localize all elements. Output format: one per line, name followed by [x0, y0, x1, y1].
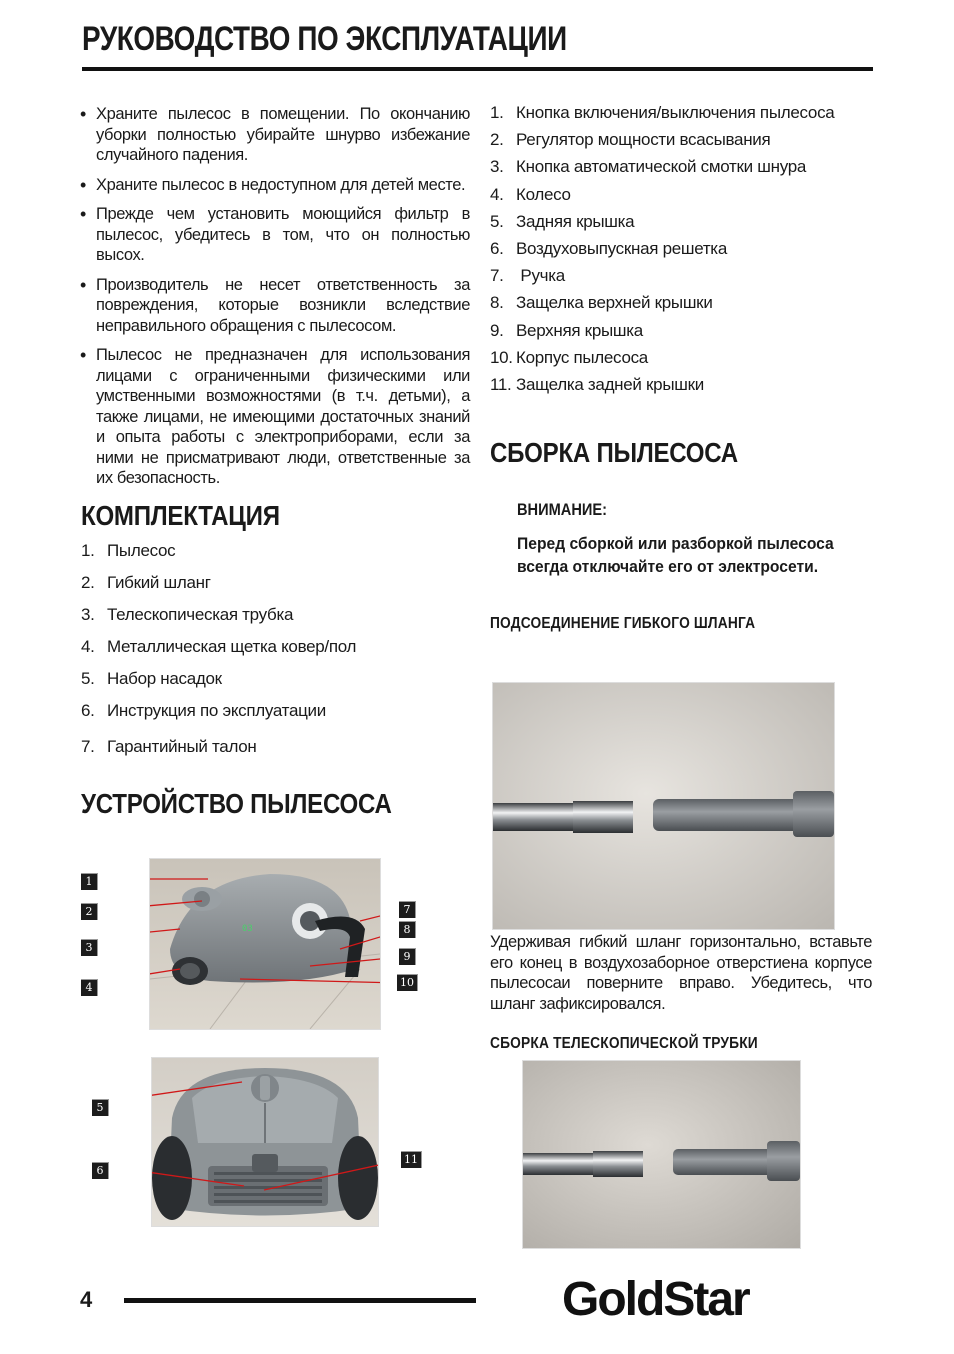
list-item: 8. Защелка верхней крышки — [490, 293, 713, 313]
hose-connection-heading: ПОДСОЕДИНЕНИЕ ГИБКОГО ШЛАНГА — [490, 615, 756, 632]
list-item: 1. Кнопка включения/выключения пылесоса — [490, 103, 835, 122]
list-item: 10. Корпус пылесоса — [490, 347, 648, 367]
list-item: 6. Инструкция по эксплуатации — [81, 701, 326, 720]
callout-1: 1 — [81, 873, 98, 890]
parts-list — [490, 99, 834, 398]
list-item: 5. Набор насадок — [81, 669, 222, 688]
vacuum-front-photo — [149, 858, 381, 1030]
list-item: 6. Воздуховыпускная решетка — [490, 238, 727, 258]
telescopic-tube-photo — [522, 1060, 801, 1249]
callout-4: 4 — [81, 979, 98, 996]
list-item: 2. Гибкий шланг — [81, 573, 211, 592]
warning-label: ВНИМАНИЕ: — [517, 500, 608, 519]
list-item: • Прежде чем установить моющийся фильтр в пылесос, убедитесь в том, что он полностью высох. — [80, 204, 470, 266]
list-item: • Пылесос не предназначен для использования лицами с ограниченными физическими или умственными возможностями (в т.ч. детьми), а также лицами, не имеющими достаточных знаний и опыта работы с электроприборами, если за ними не присматривают люди, ответственные за их безопасность. — [80, 345, 470, 489]
safety-bullet-list — [80, 104, 470, 498]
list-item: 4. Металлическая щетка ковер/пол — [81, 637, 357, 656]
callout-11: 11 — [401, 1151, 422, 1168]
callout-7: 7 — [399, 901, 416, 918]
list-item: 2. Регулятор мощности всасывания — [490, 130, 771, 150]
goldstar-logo: GoldStar — [562, 1273, 749, 1326]
page-number: 4 — [80, 1287, 93, 1312]
callout-2: 2 — [81, 903, 98, 920]
hose-connection-caption: Удерживая гибкий шланг горизонтально, вставьте его конец в воздухозаборное отверстиена корпусе пылесосаи поверните вправо. Убедитесь, что шланг зафиксировался. — [490, 933, 872, 1013]
callout-3: 3 — [81, 939, 98, 956]
kit-heading: КОМПЛЕКТАЦИЯ — [81, 500, 280, 531]
list-item: 4. Колесо — [490, 184, 571, 204]
list-item: 9. Верхняя крышка — [490, 320, 643, 340]
assembly-heading: СБОРКА ПЫЛЕСОСА — [490, 437, 738, 468]
footer-divider — [124, 1298, 476, 1303]
list-item: 11. Защелка задней крышки — [490, 374, 704, 394]
warning-text: Перед сборкой или разборкой пылесоса всегда отключайте его от электросети. — [517, 534, 834, 576]
callout-6: 6 — [92, 1162, 109, 1179]
list-item: • Производитель не несет ответственность за повреждения, которые возникли вследствие неправильного обращения с пылесосом. — [80, 275, 470, 337]
list-item: 7. Ручка — [490, 266, 565, 286]
hose-connection-photo — [492, 682, 835, 930]
title-divider — [82, 67, 873, 71]
list-item: 7. Гарантийный талон — [81, 737, 257, 756]
list-item: 5. Задняя крышка — [490, 211, 635, 231]
list-item: 1. Пылесос — [81, 541, 176, 560]
list-item: 3. Кнопка автоматической смотки шнура — [490, 157, 807, 177]
callout-5: 5 — [92, 1099, 109, 1116]
list-item: • Храните пылесос в помещении. По окончанию уборки полностью убирайте шнурво избежание случайного падения. — [80, 104, 470, 166]
kit-list — [81, 535, 356, 763]
callout-9: 9 — [399, 948, 416, 965]
list-item: • Храните пылесос в недоступном для детей месте. — [80, 175, 470, 196]
callout-10: 10 — [397, 974, 418, 991]
svg-text:03: 03 — [242, 924, 253, 934]
callout-8: 8 — [399, 921, 416, 938]
telescopic-tube-heading: СБОРКА ТЕЛЕСКОПИЧЕСКОЙ ТРУБКИ — [490, 1035, 758, 1052]
list-item: 3. Телескопическая трубка — [81, 605, 294, 624]
page-title: РУКОВОДСТВО ПО ЭКСПЛУАТАЦИИ — [82, 20, 567, 58]
device-heading: УСТРОЙСТВО ПЫЛЕСОСА — [81, 788, 392, 819]
vacuum-rear-photo — [151, 1057, 379, 1227]
